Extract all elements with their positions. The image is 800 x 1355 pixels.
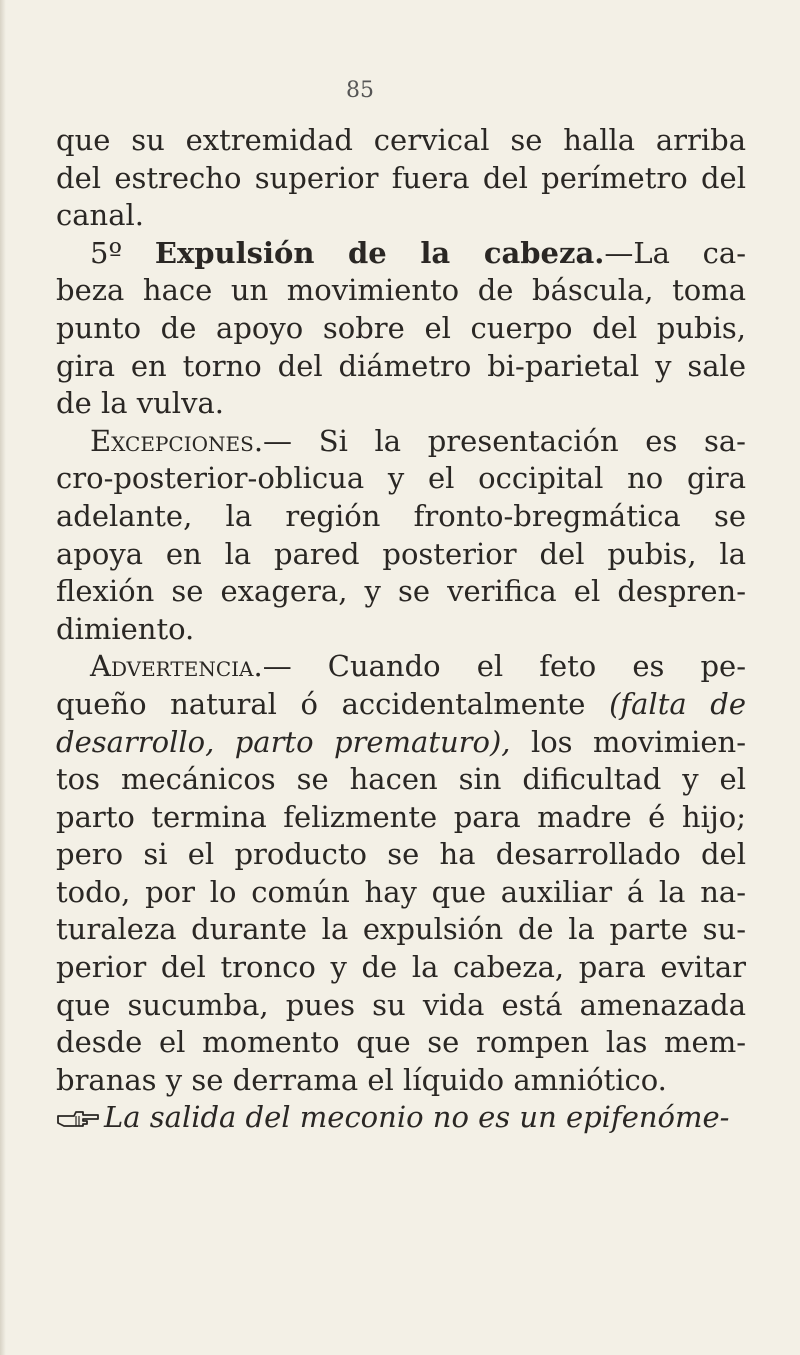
text-line: turaleza durante la expulsión de la parte su-: [56, 912, 746, 947]
text-line: pero si el producto se ha desarrollado del: [56, 837, 746, 872]
text-line: del estrecho superior fuera del perímetro del: [56, 160, 746, 195]
text-line: queño natural ó accidentalmente (falta de: [56, 686, 747, 721]
text-line: punto de apoyo sobre el cuerpo del pubis,: [56, 310, 746, 345]
text-line: todo, por lo común hay que auxiliar á la na-: [56, 874, 746, 909]
section-heading: Excepciones.: [90, 423, 264, 458]
text-line: desarrollo, parto prematuro), los movimien-: [56, 724, 746, 759]
pointing-hand-icon: [56, 1108, 100, 1130]
italic-note: desarrollo, parto prematuro),: [56, 724, 511, 759]
section-heading-line: Advertencia.— Cuando el feto es pe-: [90, 649, 746, 684]
italic-note: (falta de: [609, 686, 747, 721]
text-block: [56, 122, 746, 1137]
section-number: 5º: [90, 235, 123, 270]
text-line: adelante, la región fronto-bregmática se: [56, 498, 746, 533]
text-line: dimiento.: [56, 611, 195, 646]
text-line: beza hace un movimiento de báscula, toma: [56, 273, 746, 308]
text-line: apoya en la pared posterior del pubis, la: [56, 536, 746, 571]
text-line: parto termina felizmente para madre é hijo;: [56, 799, 746, 834]
text-line: perior del tronco y de la cabeza, para evitar: [56, 950, 746, 985]
text-line: canal.: [56, 198, 144, 233]
footnote-text: La salida del meconio no es un epifenóme-: [104, 1100, 730, 1135]
page-binding-edge: [0, 0, 6, 1355]
section-heading-line: 5º Expulsión de la cabeza.—La ca-: [90, 235, 747, 270]
text-line: flexión se exagera, y se verifica el despren-: [56, 574, 746, 609]
section-heading-line: Excepciones.— Si la presentación es sa-: [90, 423, 746, 458]
section-heading: Expulsión de la cabeza.: [154, 235, 605, 270]
text-line: gira en torno del diámetro bi-parietal y sale: [56, 348, 746, 383]
text-line: branas y se derrama el líquido amniótico.: [56, 1062, 667, 1097]
text-line: de la vulva.: [56, 386, 224, 421]
text-line: tos mecánicos se hacen sin dificultad y el: [56, 762, 746, 797]
page-number: 85: [346, 78, 374, 103]
text-line: desde el momento que se rompen las mem-: [56, 1025, 746, 1060]
text-line: que su extremidad cervical se halla arriba: [56, 123, 746, 157]
text-line: que sucumba, pues su vida está amenazada: [56, 987, 746, 1022]
section-heading: Advertencia.: [90, 649, 263, 684]
text-line: cro-posterior-oblicua y el occipital no gira: [56, 461, 746, 496]
footnote-line: [56, 1099, 746, 1137]
